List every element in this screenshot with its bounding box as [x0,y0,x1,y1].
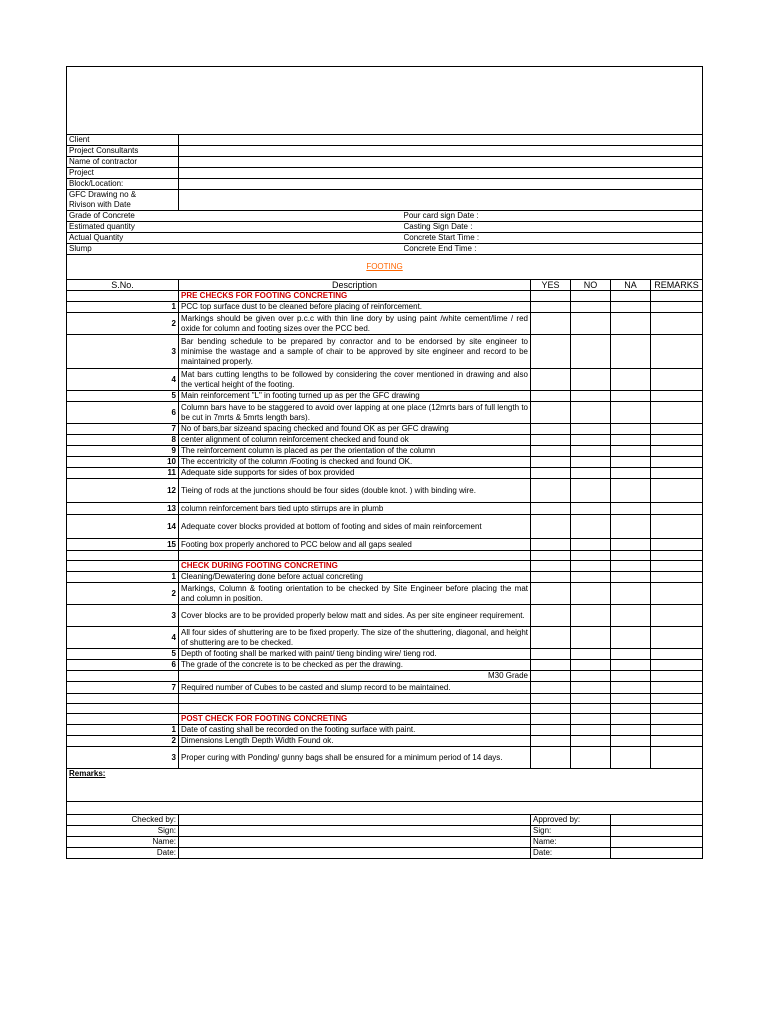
sign-label: Sign: [67,826,179,837]
block-row [67,179,703,190]
yes-cell[interactable] [531,424,571,435]
remarks-cell[interactable] [651,583,703,605]
remarks-row [67,769,703,802]
item-number: 13 [67,503,179,515]
na-cell[interactable] [611,302,651,313]
blank-row [67,694,703,704]
yes-cell[interactable] [531,435,571,446]
checklist-item-row [67,313,703,335]
item-number: 3 [67,335,179,369]
remarks-cell[interactable] [651,335,703,369]
remarks-cell[interactable] [651,682,703,694]
gfc-field[interactable] [179,190,703,211]
checklist-sheet [66,66,702,859]
remarks-cell[interactable] [651,714,703,725]
grade-label: Grade of Concrete [67,211,179,222]
sno-cell [67,291,179,302]
gfc-row [67,190,703,211]
no-cell[interactable] [571,457,611,468]
checklist-item-row [67,649,703,660]
checklist-item-row [67,369,703,391]
remarks-cell[interactable] [651,694,703,704]
na-cell[interactable] [611,561,651,572]
blank-row [67,551,703,561]
remarks-cell[interactable] [651,291,703,302]
col-no: NO [571,280,611,291]
no-cell[interactable] [571,515,611,539]
yes-cell[interactable] [531,714,571,725]
grade-row [67,211,703,222]
item-number: 5 [67,391,179,402]
spacer-cell [67,802,703,815]
checklist-item-row [67,391,703,402]
grade-note: M30 Grade [179,671,531,682]
post-checks-title: POST CHECK FOR FOOTING CONCRETING [179,714,531,725]
item-description: Column bars have to be staggered to avoid over lapping at one place (12mrts bars of full length to be cut in 7mrts & 5mrts length bars). [179,402,531,424]
pour-card-label: Pour card sign Date : [404,211,703,222]
item-number: 2 [67,313,179,335]
no-cell[interactable] [571,424,611,435]
project-field[interactable] [179,168,703,179]
yes-cell[interactable] [531,457,571,468]
no-cell[interactable] [571,561,611,572]
date-right-label: Date: [531,848,611,859]
yes-cell[interactable] [531,335,571,369]
na-cell[interactable] [611,725,651,736]
item-number: 4 [67,627,179,649]
remarks-cell[interactable] [651,369,703,391]
yes-cell[interactable] [531,747,571,769]
no-cell[interactable] [571,302,611,313]
no-cell[interactable] [571,627,611,649]
item-number: 3 [67,747,179,769]
remarks-cell[interactable] [651,446,703,457]
checklist-item-row [67,503,703,515]
block-label: Block/Location: [67,179,179,190]
no-cell[interactable] [571,446,611,457]
section-title: FOOTING [67,255,703,280]
contractor-row [67,157,703,168]
yes-cell[interactable] [531,583,571,605]
consultants-row [67,146,703,157]
blank-row [67,704,703,714]
no-cell[interactable] [571,649,611,660]
no-cell[interactable] [571,391,611,402]
end-time-label: Concrete End Time : [404,244,703,255]
na-cell[interactable] [611,391,651,402]
yes-cell[interactable] [531,649,571,660]
no-cell[interactable] [571,714,611,725]
checklist-item-row [67,660,703,671]
na-cell[interactable] [611,583,651,605]
yes-cell[interactable] [531,369,571,391]
remarks-cell[interactable] [651,704,703,714]
pre-checks-title: PRE CHECKS FOR FOOTING CONCRETING [179,291,531,302]
date-right-label-field[interactable] [611,848,703,859]
item-description: Cleaning/Dewatering done before actual concreting [179,572,531,583]
na-cell[interactable] [611,335,651,369]
no-cell[interactable] [571,736,611,747]
slump-label: Slump [67,244,179,255]
no-cell[interactable] [571,694,611,704]
checklist-item-row [67,583,703,605]
item-description: Markings, Column & footing orientation to be checked by Site Engineer before placing the mat and column in position. [179,583,531,605]
casting-sign-label: Casting Sign Date : [404,222,703,233]
project-row [67,168,703,179]
name-right-label-field[interactable] [611,837,703,848]
na-cell[interactable] [611,605,651,627]
yes-cell[interactable] [531,539,571,551]
checklist-item-row [67,539,703,551]
no-cell[interactable] [571,539,611,551]
item-number: 1 [67,302,179,313]
remarks-cell[interactable] [651,572,703,583]
blank-cell [67,704,179,714]
yes-cell[interactable] [531,572,571,583]
est-qty-row [67,222,703,233]
yes-cell[interactable] [531,736,571,747]
item-number: 8 [67,435,179,446]
no-cell[interactable] [571,468,611,479]
item-number: 10 [67,457,179,468]
spacer-row [67,802,703,815]
na-cell[interactable] [611,551,651,561]
pre-checks-title-row [67,291,703,302]
checklist-item-row [67,402,703,424]
checklist-item-row [67,302,703,313]
yes-cell[interactable] [531,704,571,714]
yes-cell[interactable] [531,725,571,736]
item-description: Proper curing with Ponding/ gunny bags shall be ensured for a minimum period of 14 days. [179,747,531,769]
item-number: 2 [67,736,179,747]
item-description: PCC top surface dust to be cleaned before placing of reinforcement. [179,302,531,313]
yes-cell[interactable] [531,660,571,671]
remarks-cell[interactable] [651,561,703,572]
na-cell[interactable] [611,649,651,660]
act-qty-row [67,233,703,244]
item-number: 4 [67,369,179,391]
no-cell[interactable] [571,503,611,515]
no-cell[interactable] [571,551,611,561]
na-cell[interactable] [611,313,651,335]
checklist-item-row [67,479,703,503]
col-sno: S.No. [67,280,179,291]
yes-cell[interactable] [531,694,571,704]
checklist-item-row [67,725,703,736]
during-checks-title: CHECK DURING FOOTING CONCRETING [179,561,531,572]
item-number: 6 [67,660,179,671]
remarks-cell[interactable] [651,302,703,313]
checklist-item-row [67,747,703,769]
consultants-field[interactable] [179,146,703,157]
blank-cell [67,551,179,561]
column-header-row [67,280,703,291]
na-cell[interactable] [611,627,651,649]
est-qty-label: Estimated quantity [67,222,179,233]
item-number: 3 [67,605,179,627]
no-cell[interactable] [571,479,611,503]
yes-cell[interactable] [531,515,571,539]
date-label: Date: [67,848,179,859]
item-number: 1 [67,572,179,583]
checklist-item-row [67,605,703,627]
sign-right-label: Sign: [531,826,611,837]
no-cell[interactable] [571,605,611,627]
name-right-label: Name: [531,837,611,848]
remarks-cell[interactable] [651,503,703,515]
checklist-item-row [67,435,703,446]
contractor-field[interactable] [179,157,703,168]
na-cell[interactable] [611,671,651,682]
remarks-cell[interactable] [651,627,703,649]
item-description: Footing box properly anchored to PCC below and all gaps sealed [179,539,531,551]
na-cell[interactable] [611,515,651,539]
yes-cell[interactable] [531,627,571,649]
yes-cell[interactable] [531,468,571,479]
item-description: Depth of footing shall be marked with paint/ tieng binding wire/ tieng rod. [179,649,531,660]
remarks-cell[interactable] [651,671,703,682]
no-cell[interactable] [571,747,611,769]
yes-cell[interactable] [531,391,571,402]
client-label: Client [67,135,179,146]
item-description: Cover blocks are to be provided properly below matt and sides. As per site engineer requirement. [179,605,531,627]
na-cell[interactable] [611,736,651,747]
sign-label-field[interactable] [179,826,531,837]
remarks-cell[interactable] [651,402,703,424]
contractor-label: Name of contractor [67,157,179,168]
no-cell[interactable] [571,291,611,302]
na-cell[interactable] [611,503,651,515]
checklist-item-row [67,515,703,539]
item-number: 6 [67,402,179,424]
col-description: Description [179,280,531,291]
yes-cell[interactable] [531,479,571,503]
item-description: Markings should be given over p.c.c with thin line dory by using paint /white cement/lime / red oxide for column and footing sizes over the PCC bed. [179,313,531,335]
client-field[interactable] [179,135,703,146]
no-cell[interactable] [571,313,611,335]
item-number: 1 [67,725,179,736]
item-number: 7 [67,424,179,435]
item-description: Required number of Cubes to be casted and slump record to be maintained. [179,682,531,694]
yes-cell[interactable] [531,605,571,627]
client-row [67,135,703,146]
gfc-label: GFC Drawing no & Rivison with Date [67,190,179,211]
na-cell[interactable] [611,369,651,391]
blank-cell [179,704,531,714]
remarks-cell[interactable] [651,736,703,747]
remarks-cell[interactable] [651,660,703,671]
no-cell[interactable] [571,704,611,714]
name-label-field[interactable] [179,837,531,848]
na-cell[interactable] [611,468,651,479]
remarks-label: Remarks: [67,769,703,802]
item-description: Adequate side supports for sides of box provided [179,468,531,479]
remarks-cell[interactable] [651,435,703,446]
logo-blank-row [67,67,703,135]
item-number: 9 [67,446,179,457]
during-checks-title-row [67,561,703,572]
project-label: Project [67,168,179,179]
signoff-row [67,815,703,826]
approved-by-label-field[interactable] [611,815,703,826]
grade-note-row [67,671,703,682]
item-description: Mat bars cutting lengths to be followed by considering the cover mentioned in drawing and also the vertical height of the footing. [179,369,531,391]
checklist-item-row [67,572,703,583]
yes-cell[interactable] [531,291,571,302]
na-cell[interactable] [611,424,651,435]
remarks-cell[interactable] [651,479,703,503]
na-cell[interactable] [611,704,651,714]
col-na: NA [611,280,651,291]
remarks-cell[interactable] [651,515,703,539]
item-number: 7 [67,682,179,694]
item-number: 12 [67,479,179,503]
item-description: Bar bending schedule to be prepared by conractor and to be endorsed by site engineer to minimise the wastage and a sample of chair to be approved by site engineer and record to be maintained properly. [179,335,531,369]
na-cell[interactable] [611,435,651,446]
item-description: The eccentricity of the column /Footing is checked and found OK. [179,457,531,468]
checklist-item-row [67,627,703,649]
yes-cell[interactable] [531,561,571,572]
na-cell[interactable] [611,446,651,457]
block-field[interactable] [179,179,703,190]
no-cell[interactable] [571,583,611,605]
na-cell[interactable] [611,539,651,551]
item-description: The reinforcement column is placed as per the orientation of the column [179,446,531,457]
checked-by-label: Checked by: [67,815,179,826]
post-checks-title-row [67,714,703,725]
checklist-item-row [67,736,703,747]
na-cell[interactable] [611,694,651,704]
yes-cell[interactable] [531,402,571,424]
checklist-item-row [67,468,703,479]
na-cell[interactable] [611,747,651,769]
item-description: center alignment of column reinforcement checked and found ok [179,435,531,446]
item-description: Date of casting shall be recorded on the footing surface with paint. [179,725,531,736]
item-number: 14 [67,515,179,539]
sno-cell [67,561,179,572]
item-description: column reinforcement bars tied upto stirrups are in plumb [179,503,531,515]
col-yes: YES [531,280,571,291]
no-cell[interactable] [571,660,611,671]
yes-cell[interactable] [531,302,571,313]
section-title-row [67,255,703,280]
sno-cell [67,714,179,725]
item-number: 11 [67,468,179,479]
na-cell[interactable] [611,402,651,424]
remarks-cell[interactable] [651,391,703,402]
na-cell[interactable] [611,572,651,583]
checked-by-label-field[interactable] [179,815,531,826]
item-description: Tieing of rods at the junctions should be four sides (double knot. ) with binding wire. [179,479,531,503]
consultants-label: Project Consultants [67,146,179,157]
date-label-field[interactable] [179,848,531,859]
start-time-label: Concrete Start Time : [404,233,703,244]
checklist-table [66,66,703,859]
no-cell[interactable] [571,725,611,736]
checklist-item-row [67,424,703,435]
yes-cell[interactable] [531,503,571,515]
signoff-row [67,837,703,848]
approved-by-label: Approved by: [531,815,611,826]
blank-cell [179,694,531,704]
item-description: Main reinforcement "L" in footing turned up as per the GFC drawing [179,391,531,402]
no-cell[interactable] [571,335,611,369]
yes-cell[interactable] [531,313,571,335]
checklist-item-row [67,335,703,369]
no-cell[interactable] [571,402,611,424]
remarks-cell[interactable] [651,313,703,335]
yes-cell[interactable] [531,671,571,682]
no-cell[interactable] [571,369,611,391]
blank-cell [179,551,531,561]
act-qty-label: Actual Quantity [67,233,179,244]
item-description: Adequate cover blocks provided at bottom of footing and sides of main reinforcement [179,515,531,539]
checklist-item-row [67,682,703,694]
na-cell[interactable] [611,660,651,671]
yes-cell[interactable] [531,682,571,694]
item-description: All four sides of shuttering are to be fixed properly. The size of the shuttering, diagonal, and height of shuttering are to be checked. [179,627,531,649]
slump-row [67,244,703,255]
remarks-cell[interactable] [651,551,703,561]
blank-cell [67,694,179,704]
remarks-cell[interactable] [651,725,703,736]
remarks-cell[interactable] [651,468,703,479]
na-cell[interactable] [611,479,651,503]
name-label: Name: [67,837,179,848]
sign-right-label-field[interactable] [611,826,703,837]
item-description: No of bars,bar sizeand spacing checked and found OK as per GFC drawing [179,424,531,435]
no-cell[interactable] [571,682,611,694]
signoff-row [67,848,703,859]
yes-cell[interactable] [531,446,571,457]
remarks-cell[interactable] [651,747,703,769]
item-number: 15 [67,539,179,551]
na-cell[interactable] [611,457,651,468]
yes-cell[interactable] [531,551,571,561]
item-description: The grade of the concrete is to be checked as per the drawing. [179,660,531,671]
col-remarks: REMARKS [651,280,703,291]
no-cell[interactable] [571,572,611,583]
signoff-row [67,826,703,837]
na-cell[interactable] [611,682,651,694]
remarks-cell[interactable] [651,649,703,660]
remarks-cell[interactable] [651,457,703,468]
no-cell[interactable] [571,435,611,446]
item-description: Dimensions Length Depth Width Found ok. [179,736,531,747]
na-cell[interactable] [611,714,651,725]
sno-cell [67,671,179,682]
remarks-cell[interactable] [651,605,703,627]
checklist-item-row [67,457,703,468]
checklist-item-row [67,446,703,457]
item-number: 2 [67,583,179,605]
no-cell[interactable] [571,671,611,682]
item-number: 5 [67,649,179,660]
na-cell[interactable] [611,291,651,302]
remarks-cell[interactable] [651,424,703,435]
remarks-cell[interactable] [651,539,703,551]
